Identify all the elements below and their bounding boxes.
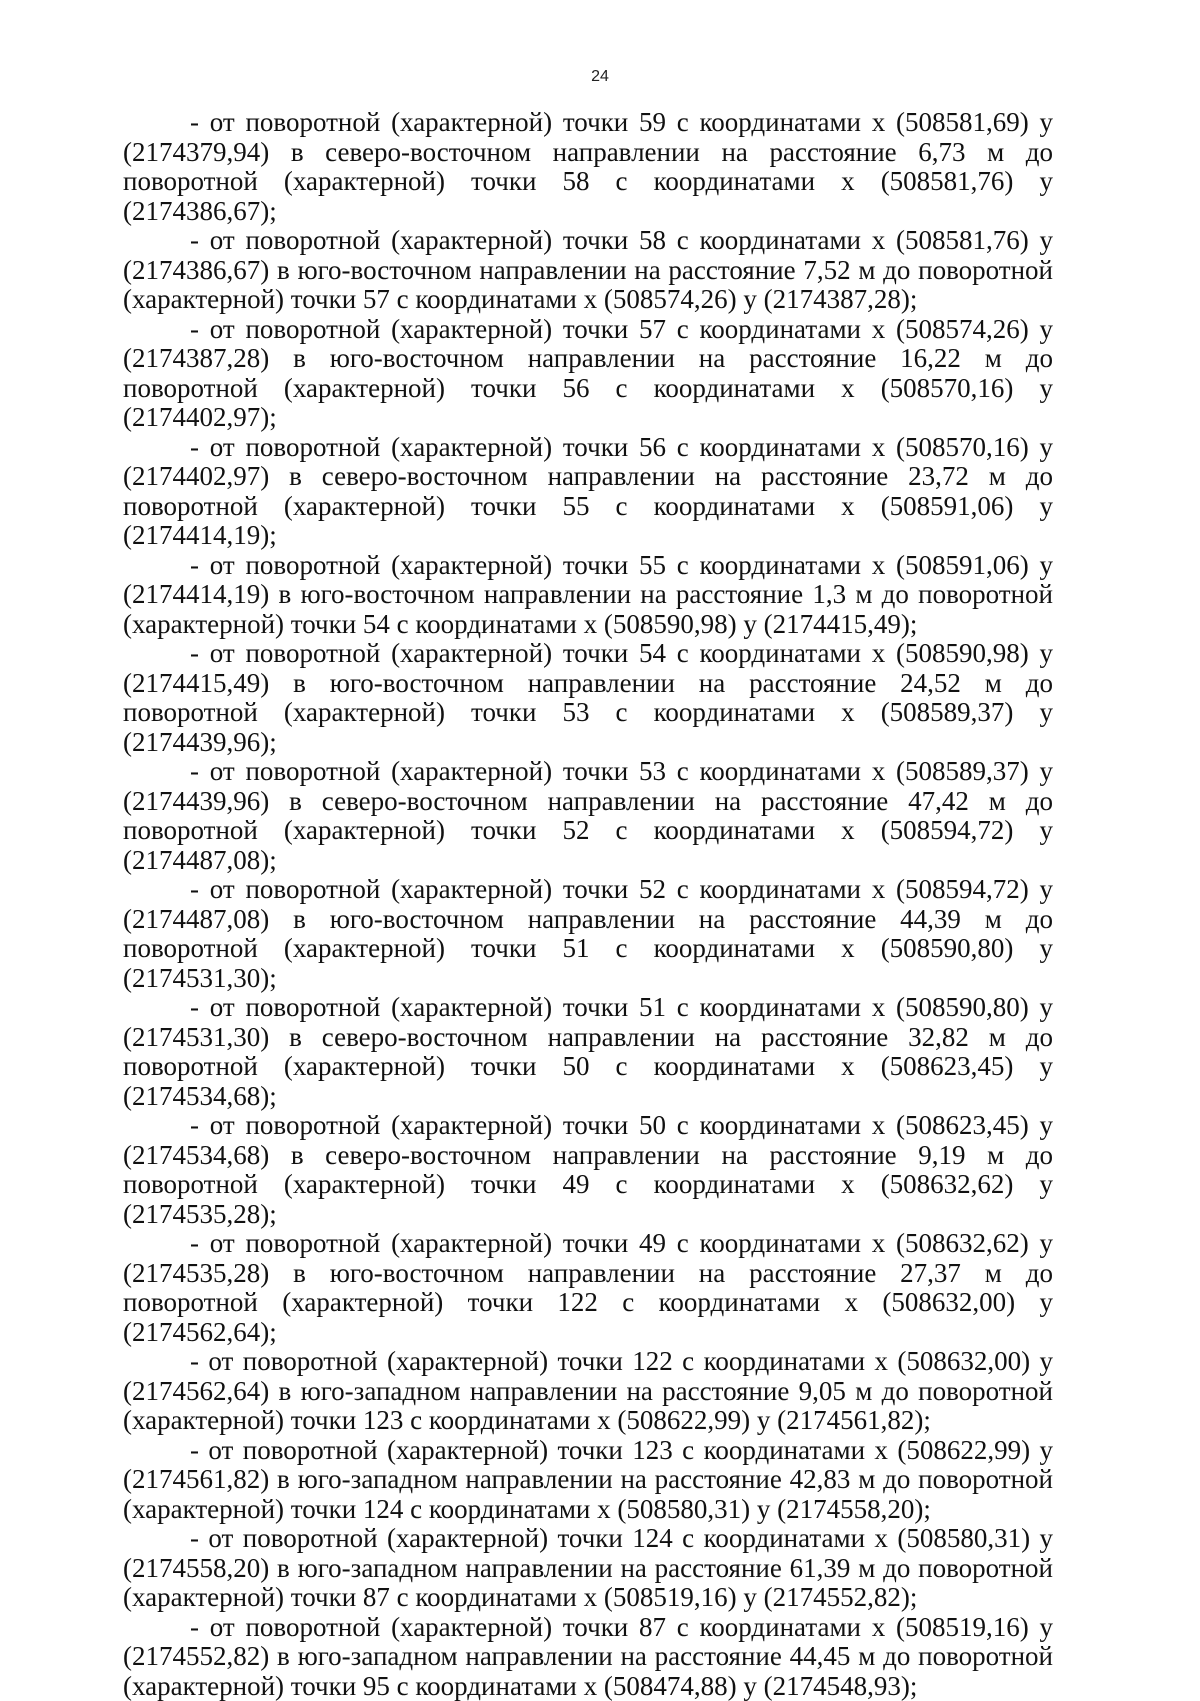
paragraph: - от поворотной (характерной) точки 55 с координатами х (508591,06) у (2174414,19) в юго-восточном направлении на расстояние 1,3 м до поворотной (характерной) точки 54 с координатами х (508590,98) у (2174415,49); <box>123 551 1053 640</box>
paragraph: - от поворотной (характерной) точки 54 с координатами х (508590,98) у (2174415,49) в юго-восточном направлении на расстояние 24,52 м до поворотной (характерной) точки 53 с координатами х (508589,37) у (2174439,96); <box>123 639 1053 757</box>
paragraph: - от поворотной (характерной) точки 53 с координатами х (508589,37) у (2174439,96) в северо-восточном направлении на расстояние 47,42 м до поворотной (характерной) точки 52 с координатами х (508594,72) у (2174487,08); <box>123 757 1053 875</box>
paragraph: - от поворотной (характерной) точки 52 с координатами х (508594,72) у (2174487,08) в юго-восточном направлении на расстояние 44,39 м до поворотной (характерной) точки 51 с координатами х (508590,80) у (2174531,30); <box>123 875 1053 993</box>
paragraph: - от поворотной (характерной) точки 122 с координатами х (508632,00) у (2174562,64) в юго-западном направлении на расстояние 9,05 м до поворотной (характерной) точки 123 с координатами х (508622,99) у (2174561,82); <box>123 1347 1053 1436</box>
paragraph: - от поворотной (характерной) точки 87 с координатами х (508519,16) у (2174552,82) в юго-западном направлении на расстояние 44,45 м до поворотной (характерной) точки 95 с координатами х (508474,88) у (2174548,93); <box>123 1613 1053 1701</box>
document-body <box>123 108 1053 1701</box>
paragraph: - от поворотной (характерной) точки 56 с координатами х (508570,16) у (2174402,97) в северо-восточном направлении на расстояние 23,72 м до поворотной (характерной) точки 55 с координатами х (508591,06) у (2174414,19); <box>123 433 1053 551</box>
paragraph: - от поворотной (характерной) точки 59 с координатами х (508581,69) у (2174379,94) в северо-восточном направлении на расстояние 6,73 м до поворотной (характерной) точки 58 с координатами х (508581,76) у (2174386,67); <box>123 108 1053 226</box>
paragraph: - от поворотной (характерной) точки 50 с координатами х (508623,45) у (2174534,68) в северо-восточном направлении на расстояние 9,19 м до поворотной (характерной) точки 49 с координатами х (508632,62) у (2174535,28); <box>123 1111 1053 1229</box>
paragraph: - от поворотной (характерной) точки 58 с координатами х (508581,76) у (2174386,67) в юго-восточном направлении на расстояние 7,52 м до поворотной (характерной) точки 57 с координатами х (508574,26) у (2174387,28); <box>123 226 1053 315</box>
page-number: 24 <box>0 68 1200 86</box>
paragraph: - от поворотной (характерной) точки 123 с координатами х (508622,99) у (2174561,82) в юго-западном направлении на расстояние 42,83 м до поворотной (характерной) точки 124 с координатами х (508580,31) у (2174558,20); <box>123 1436 1053 1525</box>
paragraph: - от поворотной (характерной) точки 124 с координатами х (508580,31) у (2174558,20) в юго-западном направлении на расстояние 61,39 м до поворотной (характерной) точки 87 с координатами х (508519,16) у (2174552,82); <box>123 1524 1053 1613</box>
paragraph: - от поворотной (характерной) точки 49 с координатами х (508632,62) у (2174535,28) в юго-восточном направлении на расстояние 27,37 м до поворотной (характерной) точки 122 с координатами х (508632,00) у (2174562,64); <box>123 1229 1053 1347</box>
paragraph: - от поворотной (характерной) точки 57 с координатами х (508574,26) у (2174387,28) в юго-восточном направлении на расстояние 16,22 м до поворотной (характерной) точки 56 с координатами х (508570,16) у (2174402,97); <box>123 315 1053 433</box>
paragraph: - от поворотной (характерной) точки 51 с координатами х (508590,80) у (2174531,30) в северо-восточном направлении на расстояние 32,82 м до поворотной (характерной) точки 50 с координатами х (508623,45) у (2174534,68); <box>123 993 1053 1111</box>
